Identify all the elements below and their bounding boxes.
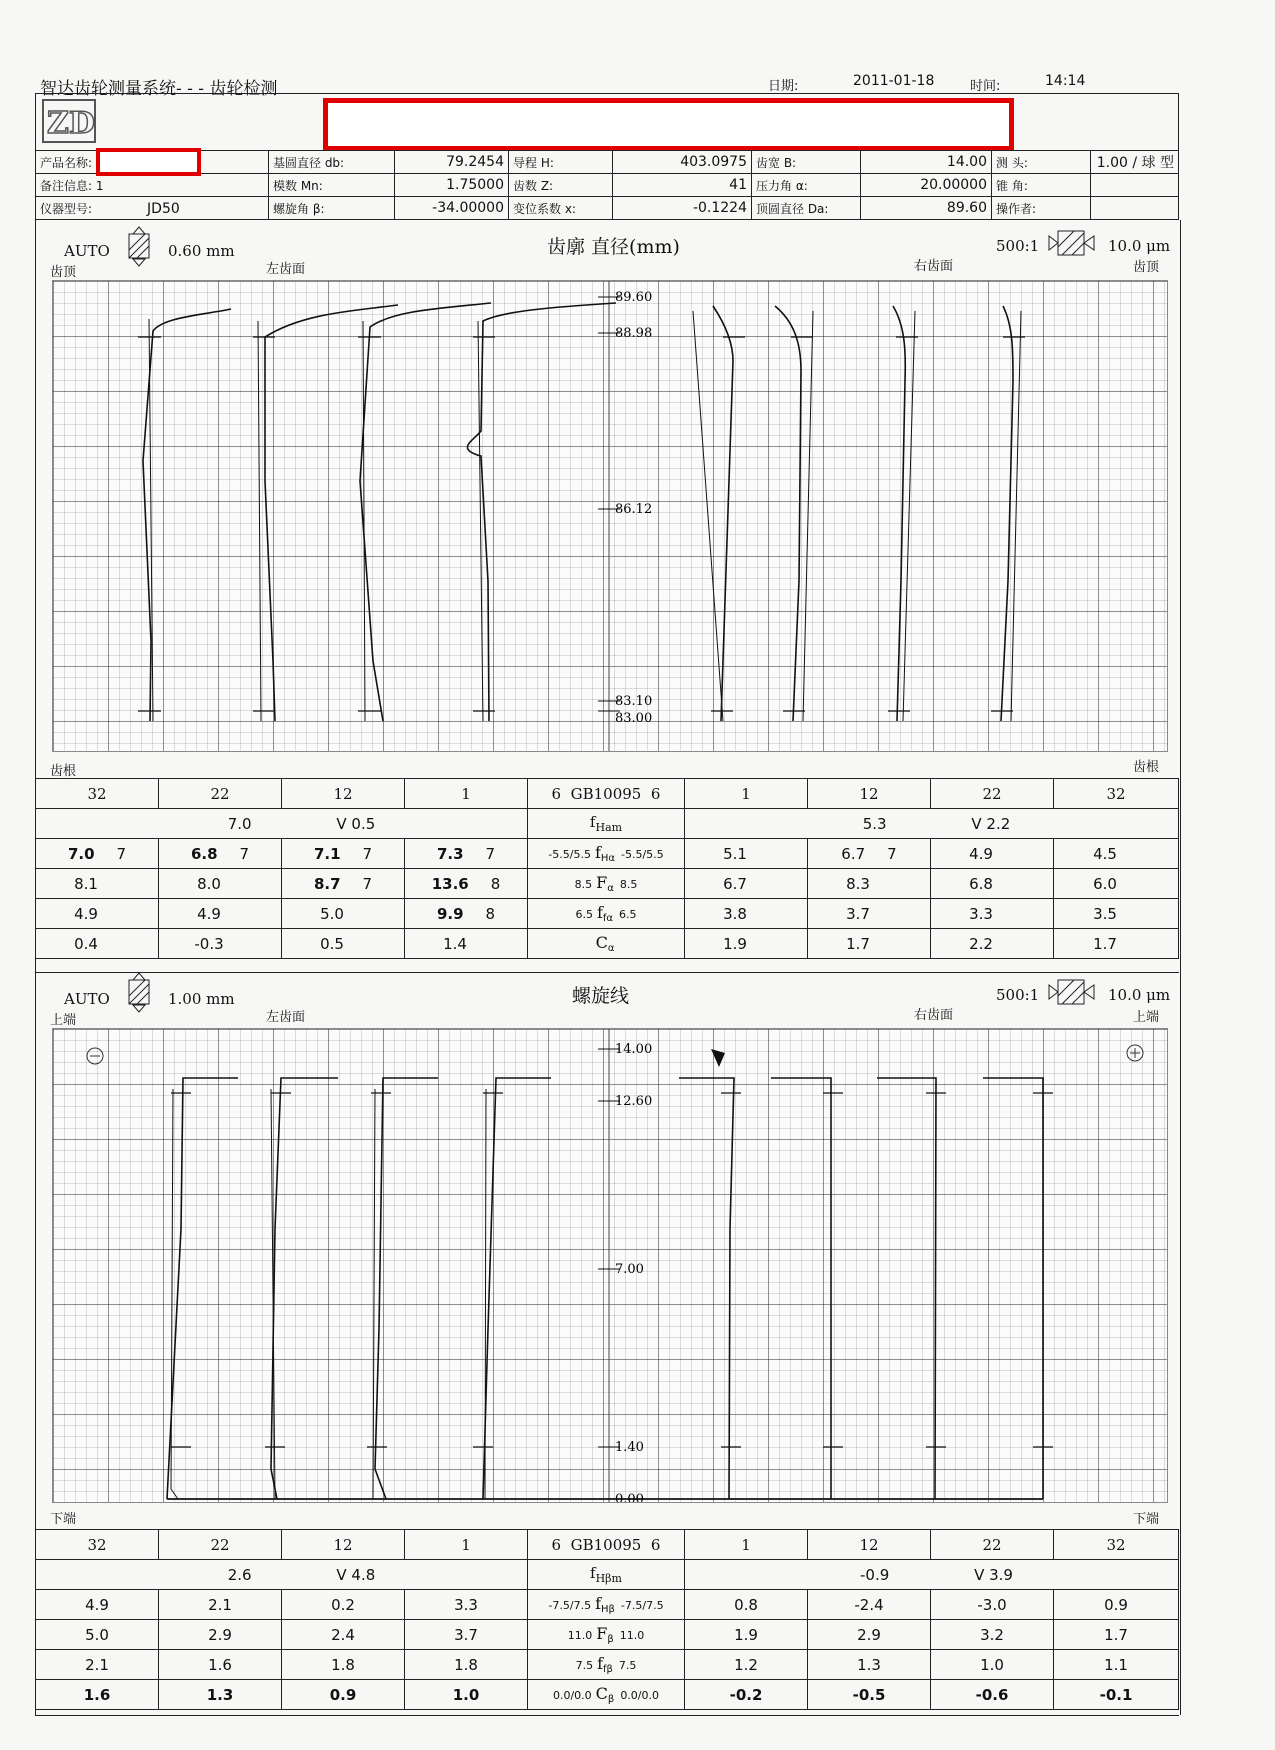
profile-fham-sub: Ham <box>595 821 623 834</box>
helix-tick-12-60: 12.60 <box>615 1094 653 1109</box>
profile-tooth: 22 <box>159 779 282 809</box>
helix-value: 2.4 <box>282 1620 405 1650</box>
profile-grade: 7 <box>362 844 373 863</box>
helix-table-row <box>36 1650 1179 1680</box>
helix_table-tol-right: 7.5 <box>618 1658 637 1672</box>
helix-value: 3.3 <box>405 1590 528 1620</box>
time-label: 时间: <box>970 79 1001 94</box>
date-label: 日期: <box>768 79 799 94</box>
profile-tooth: 32 <box>1054 779 1179 809</box>
profile_table-symbol-sub: α <box>607 883 614 895</box>
profile-cell <box>282 899 405 929</box>
helix-tick-0-00: 0.00 <box>615 1492 644 1502</box>
profile_table-tol-left: 8.5 <box>574 877 593 891</box>
profile-value: 8.0 <box>197 874 221 893</box>
helix-grade-right: 6 <box>650 1535 661 1554</box>
db-value: 79.2454 <box>446 154 504 170</box>
profile-v-right: V 2.2 <box>971 814 1011 833</box>
lead-value: 403.0975 <box>680 154 747 170</box>
profile-tip-right: 齿顶 <box>1133 260 1160 275</box>
profile-value: 1.9 <box>723 934 747 953</box>
helix-tooth: 22 <box>931 1530 1054 1560</box>
profile-scale-x: 0.60 mm <box>168 242 235 260</box>
profile-grade-right: 6 <box>650 784 661 803</box>
da-value: 89.60 <box>946 200 987 216</box>
profile-cell <box>931 929 1054 959</box>
helix-value: 1.0 <box>405 1680 528 1710</box>
helix-auto-label: AUTO <box>64 990 110 1008</box>
helix-scale-icon <box>125 972 153 1022</box>
profile-value: 1.4 <box>443 934 467 953</box>
profile-value: -0.3 <box>194 934 224 953</box>
helix-tooth: 1 <box>685 1530 808 1560</box>
helix-fhbm-symbol: f <box>590 1564 596 1582</box>
helix-value: 2.9 <box>808 1620 931 1650</box>
db-label: 基圆直径 db: <box>273 155 345 170</box>
bottom-border <box>35 1715 1179 1716</box>
helix-grade-left: 6 <box>551 1535 562 1554</box>
helix-value: 1.2 <box>685 1650 808 1680</box>
helix_table-symbol-sub: β <box>607 1634 614 1646</box>
profile-cell <box>282 869 405 899</box>
profile-left-flank: 左齿面 <box>266 262 306 277</box>
helix-value: 2.9 <box>159 1620 282 1650</box>
profile_table-symbol-sub: α <box>607 943 615 955</box>
helix-bottom-right: 下端 <box>1133 1512 1160 1527</box>
helix-results-table <box>35 1529 1179 1710</box>
profile_table-tol-right: -5.5/5.5 <box>621 847 664 861</box>
profile-root-right: 齿根 <box>1133 760 1160 775</box>
profile-table-row <box>36 929 1179 959</box>
profile-fham-symbol: f <box>589 813 596 831</box>
helix-value: 4.9 <box>36 1590 159 1620</box>
helix-fhbm-left: 2.6 <box>227 1565 252 1584</box>
helix_table-symbol-cell <box>528 1650 685 1680</box>
report-title: 智达齿轮测量系统- - - 齿轮检测 <box>40 79 278 99</box>
redacted-product-name <box>96 148 201 176</box>
svg-text:ZD: ZD <box>47 106 95 141</box>
profile-grade: 7 <box>887 844 897 863</box>
helix-value: 1.7 <box>1054 1620 1179 1650</box>
helix-table-row <box>36 1620 1179 1650</box>
profile-right-flank: 右齿面 <box>914 259 954 274</box>
profile_table-symbol-sub: fα <box>602 913 614 925</box>
profile_table-symbol: C <box>595 932 608 952</box>
profile-cell <box>159 839 282 869</box>
helix-tooth: 12 <box>282 1530 405 1560</box>
helix-value: 1.1 <box>1054 1650 1179 1680</box>
profile-value: 4.9 <box>74 904 98 923</box>
helix_table-symbol-cell <box>528 1620 685 1650</box>
helix-v-left: V 4.8 <box>336 1565 376 1584</box>
profile-root-left: 齿根 <box>50 764 77 779</box>
profile-value: 6.7 <box>841 844 866 863</box>
profile-value: 7.1 <box>313 844 341 863</box>
profile-table-row <box>36 839 1179 869</box>
profile-fham-left: 7.0 <box>227 814 252 833</box>
z-value: 41 <box>729 177 747 193</box>
profile-scale-icon <box>125 226 153 276</box>
profile-grade: 7 <box>485 844 496 863</box>
operator-label: 操作者: <box>996 201 1037 216</box>
helix-table-row <box>36 1590 1179 1620</box>
helix-scale-x: 1.00 mm <box>168 990 235 1008</box>
profile_table-symbol: f <box>596 902 603 922</box>
profile-value: 8.3 <box>846 874 870 893</box>
profile-cell <box>405 899 528 929</box>
parameter-table <box>35 150 1179 220</box>
cone-label: 锥 角: <box>996 178 1028 193</box>
profile-value: 13.6 <box>431 874 469 893</box>
zd-logo-icon <box>42 99 96 143</box>
profile-grade: 8 <box>485 904 496 923</box>
profile-cell <box>685 839 808 869</box>
da-label: 顶圆直径 Da: <box>756 201 829 216</box>
beta-value: -34.00000 <box>432 200 504 216</box>
profile-grade-left: 6 <box>551 784 562 803</box>
profile-value: 7.3 <box>436 844 464 863</box>
profile-value: 5.0 <box>320 904 344 923</box>
profile-cell <box>159 869 282 899</box>
profile-table-row <box>36 869 1179 899</box>
instrument-label: 仪器型号: <box>40 201 93 216</box>
z-label: 齿数 Z: <box>513 178 554 193</box>
x-label: 变位系数 x: <box>513 201 576 216</box>
helix-right-flank: 右齿面 <box>914 1008 954 1023</box>
profile-tick-83-00: 83.00 <box>615 711 653 726</box>
helix-value: 2.1 <box>36 1650 159 1680</box>
helix-standard: GB10095 <box>570 1535 642 1554</box>
profile-chart-title: 齿廓 直径(mm) <box>547 236 680 258</box>
profile-value: 8.1 <box>74 874 98 893</box>
probe-value: 1.00 / 球 型 <box>1096 155 1174 171</box>
profile-tooth: 1 <box>685 779 808 809</box>
profile-value: 3.8 <box>723 904 747 923</box>
profile-cell <box>685 869 808 899</box>
profile-cell <box>1054 899 1179 929</box>
instrument-value: JD50 <box>147 200 180 217</box>
remark-label: 备注信息: <box>40 178 93 193</box>
profile-cell <box>1054 839 1179 869</box>
helix-tooth: 12 <box>808 1530 931 1560</box>
product-name-label: 产品名称: <box>40 155 93 170</box>
helix-value: 1.9 <box>685 1620 808 1650</box>
profile-cell <box>685 899 808 929</box>
helix-chart-title: 螺旋线 <box>572 985 630 1007</box>
beta-label: 螺旋角 β: <box>273 201 325 216</box>
helix-table-row <box>36 1680 1179 1710</box>
helix-v-right: V 3.9 <box>974 1565 1013 1584</box>
profile-fham-right: 5.3 <box>862 814 887 833</box>
profile-v-left: V 0.5 <box>336 814 376 833</box>
b-label: 齿宽 B: <box>756 155 797 170</box>
helix-scale-y: 10.0 μm <box>1108 986 1171 1004</box>
profile-tooth: 12 <box>808 779 931 809</box>
profile-value: 6.0 <box>1093 874 1117 893</box>
helix-value: 2.1 <box>159 1590 282 1620</box>
ink-blot <box>711 1049 725 1067</box>
profile-cell <box>36 929 159 959</box>
profile-value: 3.5 <box>1093 904 1117 923</box>
profile-tip-left: 齿顶 <box>50 265 77 280</box>
profile-value: 7.0 <box>67 844 95 863</box>
profile-tick-83-10: 83.10 <box>615 694 653 709</box>
profile-cell <box>1054 929 1179 959</box>
profile-tick-86-12: 86.12 <box>615 502 653 517</box>
helix-tooth: 22 <box>159 1530 282 1560</box>
mn-label: 模数 Mn: <box>273 178 323 193</box>
profile-cell <box>159 929 282 959</box>
b-value: 14.00 <box>946 154 987 170</box>
helix-scale-y-icon <box>1048 977 1106 1007</box>
profile-value: 0.4 <box>74 934 98 953</box>
helix-top-right: 上端 <box>1133 1010 1160 1025</box>
profile-value: 5.1 <box>723 844 747 863</box>
helix_table-symbol: f <box>595 1593 601 1613</box>
helix_table-symbol: F <box>596 1623 608 1643</box>
helix-value: 1.0 <box>931 1650 1054 1680</box>
profile-tick-88-98: 88.98 <box>615 326 653 341</box>
helix_table-symbol: f <box>597 1653 603 1673</box>
profile_table-tol-left: 6.5 <box>575 907 593 921</box>
zd-logo <box>42 99 96 143</box>
profile-cell <box>405 869 528 899</box>
profile-grade: 7 <box>116 844 127 863</box>
profile-value: 0.5 <box>320 934 344 953</box>
helix_table-tol-right: 11.0 <box>619 1628 645 1642</box>
profile-value: 1.7 <box>1093 934 1117 953</box>
profile-value: 6.7 <box>723 874 747 893</box>
profile-cell <box>808 869 931 899</box>
helix-tick-14-00: 14.00 <box>615 1042 653 1057</box>
profile_table-symbol-cell <box>528 869 685 899</box>
helix_table-tol-left: 11.0 <box>567 1628 593 1642</box>
helix-bottom-left: 下端 <box>50 1512 77 1527</box>
profile-cell <box>405 839 528 869</box>
helix_table-symbol-sub: Hβ <box>601 1604 615 1616</box>
helix-tooth: 32 <box>1054 1530 1179 1560</box>
helix-value: 0.9 <box>1054 1590 1179 1620</box>
lead-label: 导程 H: <box>513 155 554 170</box>
profile-cell <box>931 839 1054 869</box>
profile_table-symbol-cell <box>528 929 685 959</box>
alpha-label: 压力角 α: <box>756 178 808 193</box>
redacted-title-box <box>323 98 1014 151</box>
helix-value: -0.1 <box>1054 1680 1179 1710</box>
profile-value: 4.9 <box>969 844 993 863</box>
profile_table-symbol: F <box>596 872 608 892</box>
helix-value: 0.8 <box>685 1590 808 1620</box>
profile-cell <box>36 839 159 869</box>
profile-value: 3.7 <box>846 904 870 923</box>
profile-cell <box>931 869 1054 899</box>
profile-chart <box>52 280 1168 752</box>
profile-cell <box>808 899 931 929</box>
profile-cell <box>1054 869 1179 899</box>
helix-value: 1.8 <box>405 1650 528 1680</box>
helix-ratio: 500:1 <box>996 986 1040 1004</box>
profile-value: 4.9 <box>197 904 221 923</box>
helix_table-symbol-cell <box>528 1680 685 1710</box>
profile-grade: 7 <box>362 874 373 893</box>
helix-chart <box>52 1028 1168 1503</box>
profile-cell <box>931 899 1054 929</box>
helix-tooth: 32 <box>36 1530 159 1560</box>
profile-cell <box>36 899 159 929</box>
profile-ratio: 500:1 <box>996 237 1040 255</box>
profile-traces <box>53 281 1167 751</box>
profile-cell <box>282 929 405 959</box>
helix-value: 3.2 <box>931 1620 1054 1650</box>
profile-scale-y: 10.0 μm <box>1108 237 1171 255</box>
profile-tooth: 22 <box>931 779 1054 809</box>
date-value: 2011-01-18 <box>853 73 935 89</box>
profile-cell <box>685 929 808 959</box>
helix_table-symbol-sub: fβ <box>603 1664 613 1676</box>
profile-scale-y-icon <box>1048 228 1106 258</box>
helix_table-tol-left: -7.5/7.5 <box>548 1598 592 1612</box>
profile_table-symbol-cell <box>528 839 685 869</box>
helix-top-left: 上端 <box>50 1013 77 1028</box>
profile-tick-89-60: 89.60 <box>615 290 653 305</box>
profile-grade: 8 <box>490 874 501 893</box>
probe-label: 测 头: <box>996 155 1028 170</box>
helix-value: -3.0 <box>931 1590 1054 1620</box>
helix_table-tol-right: -7.5/7.5 <box>620 1598 664 1612</box>
time-value: 14:14 <box>1045 73 1086 89</box>
profile-value: 8.7 <box>313 874 341 893</box>
section-divider <box>35 972 1179 973</box>
helix_table-tol-right: 0.0/0.0 <box>620 1688 660 1702</box>
helix-value: 1.8 <box>282 1650 405 1680</box>
profile-value: 6.8 <box>969 874 993 893</box>
helix_table-symbol: C <box>595 1683 608 1703</box>
helix-tooth: 1 <box>405 1530 528 1560</box>
profile-cell <box>282 839 405 869</box>
helix_table-tol-left: 0.0/0.0 <box>552 1688 592 1702</box>
profile-cell <box>159 899 282 929</box>
helix-value: 1.6 <box>159 1650 282 1680</box>
helix-value: -0.5 <box>808 1680 931 1710</box>
x-value: -0.1224 <box>692 200 747 216</box>
remark-value: 1 <box>95 178 104 193</box>
profile-cell <box>405 929 528 959</box>
mn-value: 1.75000 <box>446 177 504 193</box>
profile-tooth: 32 <box>36 779 159 809</box>
helix-tick-7-00: 7.00 <box>615 1262 644 1277</box>
helix-value: 1.6 <box>36 1680 159 1710</box>
helix-value: 1.3 <box>159 1680 282 1710</box>
profile-grade: 7 <box>239 844 250 863</box>
profile-value: 4.5 <box>1093 844 1117 863</box>
profile-tooth: 1 <box>405 779 528 809</box>
helix-fhbm-right: -0.9 <box>860 1565 890 1584</box>
helix-fhbm-sub: Hβm <box>595 1572 622 1585</box>
profile-value: 3.3 <box>969 904 993 923</box>
profile_table-symbol-cell <box>528 899 685 929</box>
helix-value: 0.9 <box>282 1680 405 1710</box>
profile-value: 9.9 <box>436 904 464 923</box>
profile-cell <box>36 869 159 899</box>
profile_table-tol-left: -5.5/5.5 <box>548 847 591 861</box>
profile_table-symbol: f <box>594 842 601 862</box>
helix-value: -0.6 <box>931 1680 1054 1710</box>
alpha-value: 20.00000 <box>920 177 987 193</box>
helix-left-flank: 左齿面 <box>266 1010 306 1025</box>
profile-auto-label: AUTO <box>64 242 110 260</box>
profile-tooth: 12 <box>282 779 405 809</box>
profile-standard: GB10095 <box>570 784 642 803</box>
helix-traces <box>53 1029 1167 1502</box>
helix_table-symbol-cell <box>528 1590 685 1620</box>
helix_table-symbol-sub: β <box>607 1694 615 1706</box>
profile_table-symbol-sub: Hα <box>600 853 616 865</box>
helix-value: -0.2 <box>685 1680 808 1710</box>
profile-cell <box>808 839 931 869</box>
profile-table-row <box>36 899 1179 929</box>
profile-value: 6.8 <box>190 844 218 863</box>
profile_table-tol-right: 6.5 <box>619 907 637 921</box>
helix-tick-1-40: 1.40 <box>615 1440 644 1455</box>
helix-value: 1.3 <box>808 1650 931 1680</box>
helix-value: -2.4 <box>808 1590 931 1620</box>
profile_table-tol-right: 8.5 <box>619 877 638 891</box>
helix_table-tol-left: 7.5 <box>575 1658 594 1672</box>
helix-value: 3.7 <box>405 1620 528 1650</box>
profile-cell <box>808 929 931 959</box>
helix-value: 5.0 <box>36 1620 159 1650</box>
profile-value: 1.7 <box>846 934 870 953</box>
profile-value: 2.2 <box>969 934 993 953</box>
helix-value: 0.2 <box>282 1590 405 1620</box>
profile-results-table <box>35 778 1179 959</box>
